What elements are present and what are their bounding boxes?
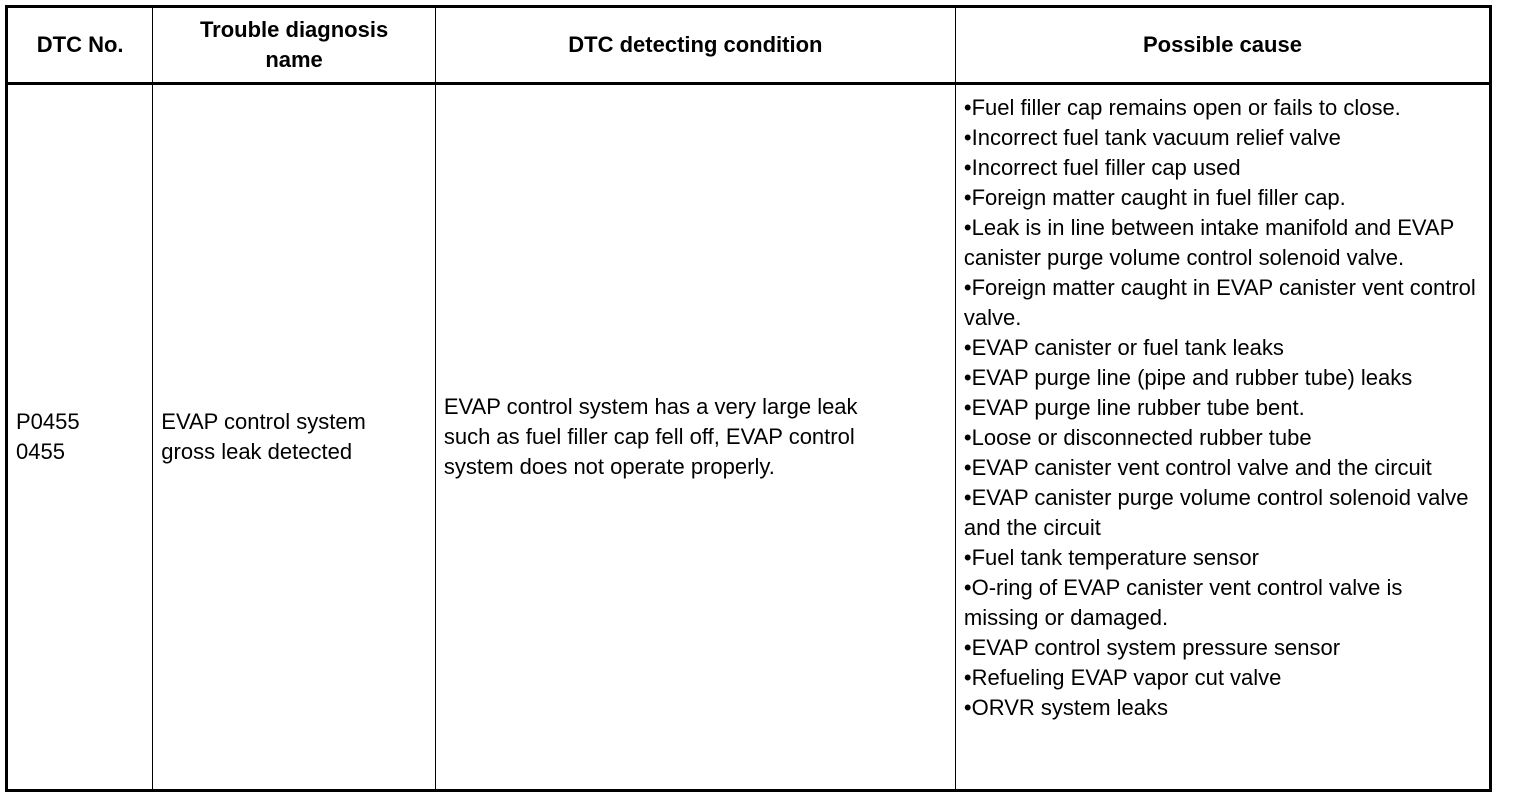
trouble-name-cell (153, 84, 436, 791)
list-item: •EVAP purge line rubber tube bent. (963, 395, 1305, 420)
header-dtc-no: DTC No. (7, 7, 153, 84)
detecting-condition-cell (435, 84, 955, 791)
possible-cause-cell (955, 84, 1490, 791)
list-item: •Incorrect fuel tank vacuum relief valve (963, 125, 1341, 150)
dtc-table (5, 5, 1492, 792)
list-item: •Fuel tank temperature sensor (963, 545, 1259, 570)
condition-line: such as fuel filler cap fell off, EVAP control (443, 424, 855, 449)
list-item: •Fuel filler cap remains open or fails to close. (963, 95, 1401, 120)
list-item: •Leak is in line between intake manifold and EVAP canister purge volume control solenoid valve. (963, 215, 1454, 270)
list-item: •EVAP purge line (pipe and rubber tube) leaks (963, 365, 1413, 390)
header-row (7, 7, 1491, 84)
table-row (7, 84, 1491, 791)
list-item: •EVAP canister or fuel tank leaks (963, 335, 1284, 360)
possible-cause-list (964, 93, 1481, 723)
list-item: •ORVR system leaks (963, 695, 1169, 720)
condition-line: EVAP control system has a very large leak (443, 394, 858, 419)
list-item: •Loose or disconnected rubber tube (963, 425, 1312, 450)
trouble-name-line: EVAP control system (161, 409, 366, 434)
list-item: •Incorrect fuel filler cap used (963, 155, 1241, 180)
list-item: •EVAP control system pressure sensor (963, 635, 1341, 660)
list-item: •Foreign matter caught in EVAP canister vent control valve. (963, 275, 1476, 330)
header-trouble-diagnosis-name: Trouble diagnosis name (153, 7, 436, 84)
list-item: •O-ring of EVAP canister vent control valve is missing or damaged. (963, 575, 1403, 630)
dtc-number-primary: P0455 (16, 409, 80, 434)
list-item: •Refueling EVAP vapor cut valve (963, 665, 1282, 690)
list-item: •EVAP canister purge volume control solenoid valve and the circuit (963, 485, 1469, 540)
list-item: •Foreign matter caught in fuel filler cap. (963, 185, 1346, 210)
dtc-number-secondary: 0455 (16, 439, 65, 464)
condition-line: system does not operate properly. (443, 454, 775, 479)
header-dtc-detecting-condition: DTC detecting condition (435, 7, 955, 84)
dtc-number-cell (7, 84, 153, 791)
list-item: •EVAP canister vent control valve and the circuit (963, 455, 1432, 480)
header-possible-cause: Possible cause (955, 7, 1490, 84)
trouble-name-line: gross leak detected (161, 439, 353, 464)
